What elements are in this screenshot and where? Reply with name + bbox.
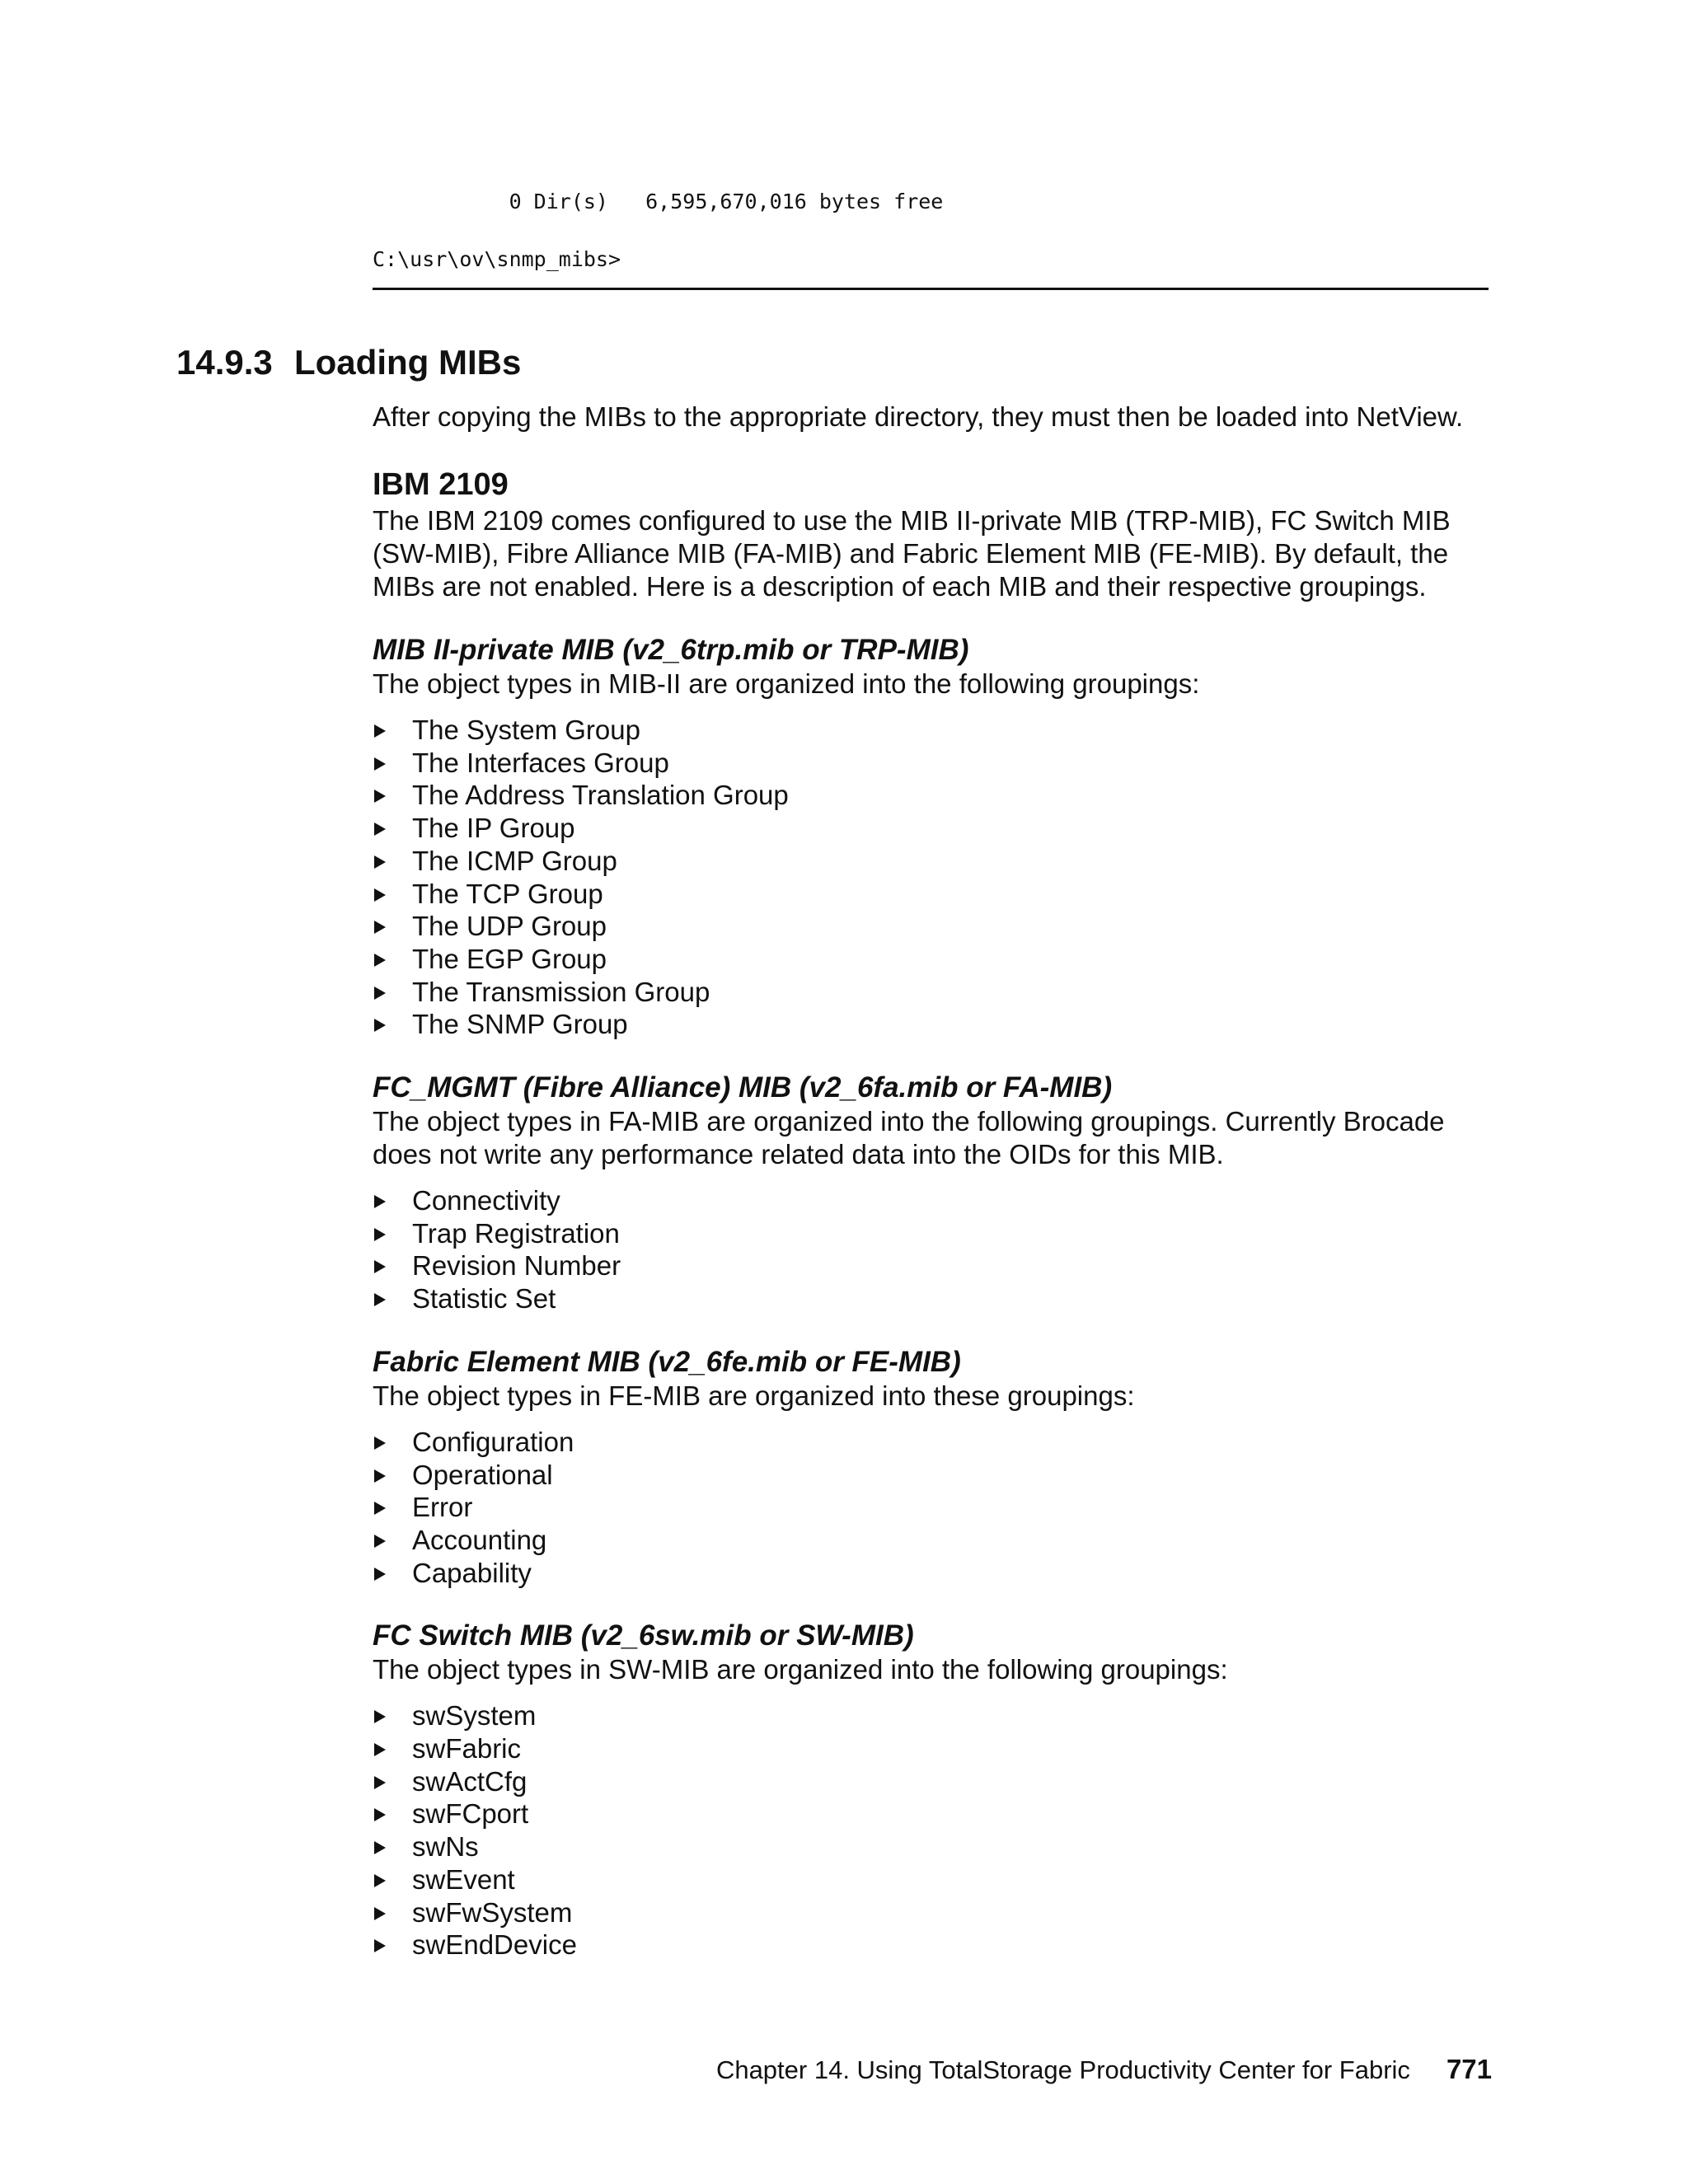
section-content: [373, 401, 1492, 1961]
section-intro: After copying the MIBs to the appropriate directory, they must then be loaded into NetView.: [373, 401, 1464, 432]
bullet-triangle-icon: [374, 1841, 386, 1854]
list-item: swFCport: [373, 1797, 1492, 1830]
subsection-trp-mib: [373, 633, 1492, 1041]
list-item: swEvent: [373, 1863, 1492, 1896]
bullet-list: [373, 1184, 1492, 1315]
bullet-triangle-icon: [374, 1568, 386, 1581]
bullet-triangle-icon: [374, 1469, 386, 1483]
list-item: The SNMP Group: [373, 1008, 1492, 1041]
list-item: Statistic Set: [373, 1282, 1492, 1315]
list-item: The IP Group: [373, 812, 1492, 845]
subsection-heading: Fabric Element MIB (v2_6fe.mib or FE-MIB): [373, 1345, 961, 1378]
list-item: Capability: [373, 1557, 1492, 1590]
bullet-triangle-icon: [374, 855, 386, 869]
bullet-triangle-icon: [374, 757, 386, 771]
list-item: The ICMP Group: [373, 845, 1492, 878]
footer-chapter-title: Chapter 14. Using TotalStorage Productivity Center for Fabric: [715, 2055, 1410, 2084]
list-item: Error: [373, 1491, 1492, 1524]
ibm2109-heading: IBM 2109: [373, 467, 509, 502]
code-line-prompt: C:\usr\ov\snmp_mibs>: [373, 247, 621, 271]
list-item: The EGP Group: [373, 943, 1492, 976]
section-title: Loading MIBs: [294, 343, 522, 382]
subsection-paragraph: The object types in SW-MIB are organized into the following groupings:: [373, 1654, 1228, 1685]
bullet-triangle-icon: [374, 1907, 386, 1920]
bullet-triangle-icon: [374, 1502, 386, 1515]
list-item: swNs: [373, 1830, 1492, 1863]
list-item: The Interfaces Group: [373, 747, 1492, 780]
bullet-triangle-icon: [374, 1710, 386, 1723]
ibm2109-paragraph: The IBM 2109 comes configured to use the MIB II-private MIB (TRP-MIB), FC Switch MIB (SW-MIB), Fibre Alliance MIB (FA-MIB) and Fabric Element MIB (FE-MIB). By default, the MIBs are not enabled. Here is a description of each MIB and their respective groupings.: [373, 505, 1451, 602]
list-item: swSystem: [373, 1699, 1492, 1732]
bullet-triangle-icon: [374, 1228, 386, 1241]
code-block: [373, 188, 1487, 274]
list-item: swFwSystem: [373, 1896, 1492, 1929]
code-line-dir-summary: 0 Dir(s) 6,595,670,016 bytes free: [373, 190, 944, 213]
list-item: The Address Translation Group: [373, 779, 1492, 812]
page-number: 771: [1446, 2054, 1492, 2084]
subsection-sw-mib: [373, 1619, 1492, 1961]
subsection-fe-mib: [373, 1345, 1492, 1590]
subsection-heading: FC Switch MIB (v2_6sw.mib or SW-MIB): [373, 1619, 914, 1652]
subsection-heading: MIB II-private MIB (v2_6trp.mib or TRP-MIB): [373, 634, 969, 666]
list-item: Operational: [373, 1459, 1492, 1492]
list-item: The Transmission Group: [373, 976, 1492, 1009]
bullet-triangle-icon: [374, 987, 386, 1000]
list-item: Configuration: [373, 1426, 1492, 1459]
subsection-paragraph: The object types in FE-MIB are organized into these groupings:: [373, 1380, 1135, 1411]
bullet-triangle-icon: [374, 1808, 386, 1821]
list-item: The System Group: [373, 714, 1492, 747]
bullet-triangle-icon: [374, 1293, 386, 1306]
bullet-triangle-icon: [374, 1535, 386, 1548]
subsection-heading: FC_MGMT (Fibre Alliance) MIB (v2_6fa.mib or FA-MIB): [373, 1071, 1113, 1104]
list-item: Accounting: [373, 1524, 1492, 1557]
section-heading: [176, 343, 521, 382]
bullet-triangle-icon: [374, 724, 386, 738]
list-item: Connectivity: [373, 1184, 1492, 1217]
bullet-triangle-icon: [374, 954, 386, 967]
list-item: Trap Registration: [373, 1217, 1492, 1250]
bullet-triangle-icon: [374, 921, 386, 934]
bullet-triangle-icon: [374, 1743, 386, 1756]
bullet-triangle-icon: [374, 1874, 386, 1887]
subsection-fa-mib: [373, 1071, 1492, 1315]
bullet-list: [373, 1426, 1492, 1590]
subsection-paragraph: The object types in MIB-II are organized into the following groupings:: [373, 668, 1200, 699]
bullet-triangle-icon: [374, 1776, 386, 1789]
bullet-triangle-icon: [374, 1019, 386, 1032]
list-item: The TCP Group: [373, 878, 1492, 911]
section-number: 14.9.3: [176, 343, 273, 382]
bullet-triangle-icon: [374, 1436, 386, 1450]
list-item: swFabric: [373, 1732, 1492, 1765]
bullet-triangle-icon: [374, 790, 386, 803]
subsection-paragraph: The object types in FA-MIB are organized into the following groupings. Currently Brocade does not write any performance related data into the OIDs for this MIB.: [373, 1106, 1445, 1170]
list-item: The UDP Group: [373, 910, 1492, 943]
page-footer: [716, 2054, 1492, 2085]
bullet-triangle-icon: [374, 1939, 386, 1952]
bullet-list: [373, 1699, 1492, 1961]
list-item: Revision Number: [373, 1249, 1492, 1282]
list-item: swEndDevice: [373, 1929, 1492, 1961]
bullet-triangle-icon: [374, 823, 386, 836]
bullet-triangle-icon: [374, 1195, 386, 1208]
code-block-rule: [373, 288, 1489, 290]
list-item: swActCfg: [373, 1765, 1492, 1798]
bullet-list: [373, 714, 1492, 1041]
bullet-triangle-icon: [374, 1260, 386, 1273]
bullet-triangle-icon: [374, 888, 386, 902]
